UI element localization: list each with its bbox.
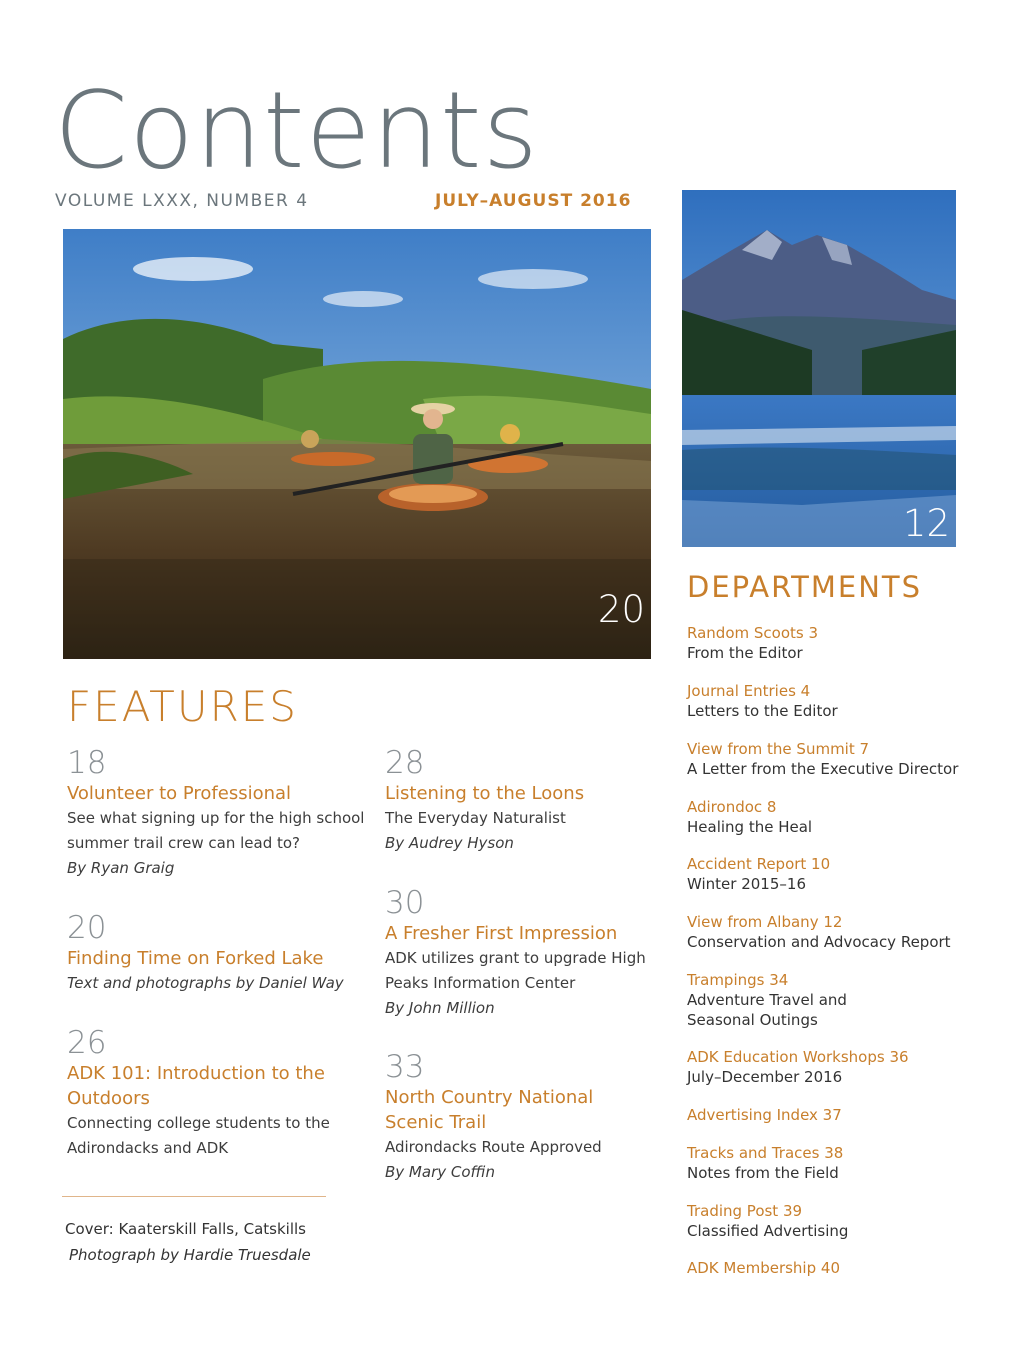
department-description: Letters to the Editor <box>687 702 838 720</box>
kayak-photo <box>63 229 651 659</box>
feature-description: See what signing up for the high school summer trail crew can lead to? <box>67 809 365 852</box>
feature-page-number: 26 <box>67 1025 107 1061</box>
department-item[interactable] <box>687 797 987 837</box>
feature-item[interactable] <box>385 1049 625 1185</box>
department-item[interactable] <box>687 1258 987 1278</box>
department-title[interactable]: Trading Post 39 <box>687 1202 803 1220</box>
feature-title[interactable]: A Fresher First Impression <box>385 923 618 944</box>
department-description: From the Editor <box>687 644 803 662</box>
department-title[interactable]: View from Albany 12 <box>687 913 843 931</box>
department-item[interactable] <box>687 854 987 894</box>
feature-title[interactable]: Listening to the Loons <box>385 783 585 804</box>
department-description: Classified Advertising <box>687 1222 849 1240</box>
department-item[interactable] <box>687 1047 987 1087</box>
feature-page-number: 18 <box>67 745 107 781</box>
department-description: A Letter from the Executive Director <box>687 760 959 778</box>
divider <box>62 1196 326 1197</box>
cover-caption: Cover: Kaaterskill Falls, Catskills <box>65 1220 306 1238</box>
departments-heading: DEPARTMENTS <box>687 570 923 604</box>
department-title[interactable]: Accident Report 10 <box>687 855 831 873</box>
feature-item[interactable] <box>67 745 367 881</box>
feature-description: Connecting college students to the Adirondacks and ADK <box>67 1114 330 1157</box>
issue-date: JULY–AUGUST 2016 <box>435 191 632 211</box>
feature-title[interactable]: Volunteer to Professional <box>67 783 292 804</box>
feature-byline: By John Million <box>385 999 495 1017</box>
page-title: Contents <box>54 69 539 192</box>
department-description: Winter 2015–16 <box>687 875 806 893</box>
department-description: July–December 2016 <box>687 1068 843 1086</box>
department-description: Healing the Heal <box>687 818 813 836</box>
department-description: Adventure Travel and Seasonal Outings <box>687 991 847 1029</box>
feature-byline: By Audrey Hyson <box>385 834 514 852</box>
main-photo-page-number: 20 <box>597 588 645 631</box>
features-heading: FEATURES <box>67 682 298 731</box>
feature-byline: By Mary Coffin <box>385 1163 496 1181</box>
department-title[interactable]: Journal Entries 4 <box>687 682 811 700</box>
feature-page-number: 33 <box>385 1049 425 1085</box>
volume-number: VOLUME LXXX, NUMBER 4 <box>55 191 309 211</box>
department-title[interactable]: Tracks and Traces 38 <box>687 1144 844 1162</box>
feature-title[interactable]: Finding Time on Forked Lake <box>67 948 324 969</box>
department-item[interactable] <box>687 739 987 779</box>
feature-description: Adirondacks Route Approved <box>385 1138 602 1156</box>
feature-page-number: 30 <box>385 885 425 921</box>
feature-page-number: 20 <box>67 910 107 946</box>
feature-title[interactable]: ADK 101: Introduction to the Outdoors <box>67 1063 325 1109</box>
department-item[interactable] <box>687 681 987 721</box>
department-title[interactable]: Random Scoots 3 <box>687 624 819 642</box>
feature-item[interactable] <box>385 885 655 1021</box>
department-item[interactable] <box>687 912 987 952</box>
feature-byline: By Ryan Graig <box>67 859 175 877</box>
department-item[interactable] <box>687 623 987 663</box>
department-title[interactable]: Adirondoc 8 <box>687 798 777 816</box>
feature-description: ADK utilizes grant to upgrade High Peaks Information Center <box>385 949 646 992</box>
department-item[interactable] <box>687 1143 987 1183</box>
mountain-photo <box>682 190 956 547</box>
feature-byline: Text and photographs by Daniel Way <box>67 974 344 992</box>
department-item[interactable] <box>687 1105 987 1125</box>
department-title[interactable]: ADK Education Workshops 36 <box>687 1048 909 1066</box>
department-description: Notes from the Field <box>687 1164 839 1182</box>
side-photo-page-number: 12 <box>902 502 950 545</box>
feature-description: The Everyday Naturalist <box>385 809 566 827</box>
feature-item[interactable] <box>67 910 367 996</box>
department-title[interactable]: ADK Membership 40 <box>687 1259 840 1277</box>
feature-item[interactable] <box>385 745 655 856</box>
feature-title[interactable]: North Country National Scenic Trail <box>385 1087 594 1133</box>
department-title[interactable]: View from the Summit 7 <box>687 740 870 758</box>
department-item[interactable] <box>687 970 867 1030</box>
department-item[interactable] <box>687 1201 987 1241</box>
department-title[interactable]: Advertising Index 37 <box>687 1106 842 1124</box>
cover-photo-credit: Photograph by Hardie Truesdale <box>69 1246 311 1264</box>
feature-page-number: 28 <box>385 745 425 781</box>
department-title[interactable]: Trampings 34 <box>687 971 789 989</box>
department-description: Conservation and Advocacy Report <box>687 933 951 951</box>
feature-item[interactable] <box>67 1025 337 1161</box>
